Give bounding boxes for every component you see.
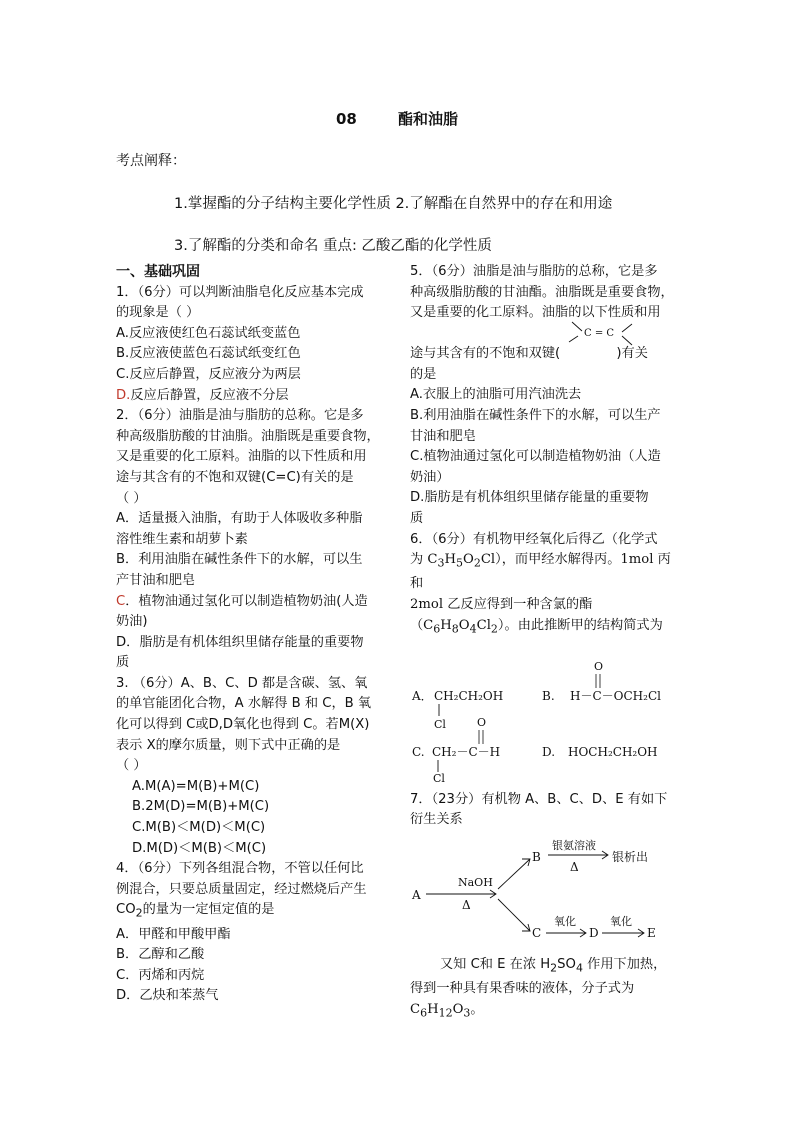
formula-subscript: 3 [463,1006,471,1020]
q5-stem-line: 5．（6分）油脂是油与脂肪的总称，它是多 [410,264,658,279]
formula-part: H [427,1001,439,1017]
silver-precipitate: 银析出 [612,849,649,864]
q4-stem-text: 的量为一定恒定值的是 [142,902,275,918]
formula-subscript: 3 [437,556,445,570]
q3-option-c: C.M(B)＜M(D)＜M(C) [132,820,266,836]
q3-option-d: D.M(D)＜M(B)＜M(C) [132,840,267,856]
node-a: A [412,887,421,902]
q3-stem-line: 的单官能团化合物，A 水解得 B 和 C，B 氧 [116,696,372,712]
q6-text: H [444,552,456,568]
q6-text: 为 C [410,552,438,568]
q5-stem-line: 的是 [410,366,437,382]
q5-stem-line: 又是重要的化工原料。油脂的以下性质和用 [410,305,661,321]
formula-subscript: 12 [438,1006,453,1020]
q6-option-d-label: D. [542,744,556,759]
q1-stem-line: 1．（6分）可以判断油脂皂化反应基本完成 [116,284,364,300]
node-d: D [589,925,599,940]
silver-ammonia-label: 银氨溶液 [552,838,596,852]
formula-subscript: 4 [469,622,477,636]
q5-option-d: D.脂肪是有机体组织里储存能量的重要物 [410,490,649,506]
lesson-title: 酯和油脂 [398,110,459,128]
kaodian-point-2: 3.了解酯的分类和命名 重点: 乙酸乙酯的化学性质 [174,238,492,254]
q5-option-c: C.植物油通过氢化可以制造植物奶油（人造 [410,449,661,465]
q6-option-b-oxygen: O [594,659,604,673]
oxidation-label-2: 氧化 [610,914,632,928]
q2-option-a-cont: 溶性维生素和胡萝卜素 [116,531,248,547]
q6-option-c-sub: Cl [433,771,445,782]
q6-option-b-label: B. [542,688,555,703]
q6-text: Cl [476,617,491,633]
question-2 [116,406,388,674]
q1-option-d-text: 反应后静置，反应液不分层 [130,387,289,403]
double-bond-label: C = C [584,327,615,339]
q4-option-c: C．丙烯和丙烷 [116,967,205,983]
q5-option-a: A.衣服上的油脂可用汽油洗去 [410,387,582,403]
q1-option-c: C.反应后静置，反应液分为两层 [116,366,301,382]
right-column [410,262,678,1024]
q3-option-b: B.2M(D)=M(B)+M(C) [132,799,270,815]
q6-text: ）。由此推断甲的结构简式为 [497,617,663,633]
formula-subscript: 6 [433,622,441,636]
left-column [116,262,388,1007]
question-3 [116,674,388,859]
q7-note-text: 作用下加热， [582,956,667,972]
q4-option-a: A．甲醛和甲酸甲酯 [116,926,231,942]
q6-structure-options [410,650,678,782]
q3-stem-line: 表示 X的摩尔质量，则下式中正确的是 [116,737,341,753]
q2-option-c-text: ．植物油通过氢化可以制造植物奶油(人造 [125,593,368,609]
q7-note-line [410,955,678,979]
q7-note-line: 得到一种具有果香味的液体，分子式为 [410,981,635,997]
q4-stem-line [116,900,388,924]
q5-option-b-cont: 甘油和肥皂 [410,428,476,444]
q6-text: Cl），而甲经水解得丙。1mol 丙和 [410,552,671,592]
q1-option-d-letter: D. [116,387,131,403]
q6-text: （C [410,617,434,633]
q4-option-b: B．乙醇和乙酸 [116,947,205,963]
q4-stem-line: 例混合，只要总质量固定，经过燃烧后产生 [116,881,367,897]
q2-stem-line: 种高级脂肪酸的甘油脂。油脂既是重要食物， [116,428,380,444]
q6-option-c-formula: CH₂－C－H [432,744,501,759]
q7-stem-line: 7．（23分）有机物 A、B、C、D、E 有如下 [410,791,668,807]
node-e: E [647,925,656,940]
q2-option-b: B．利用油脂在碱性条件下的水解，可以生 [116,552,363,568]
page-title [0,108,794,129]
q6-stem-line: 2mol 乙反应得到一种含氯的酯 [410,596,593,612]
q3-stem-line: 化可以得到 C或D,D氧化也得到 C。若M(X) [116,717,370,733]
q5-option-d-cont: 质 [410,510,424,526]
question-1 [116,283,388,407]
q2-option-b-cont: 产甘油和肥皂 [116,572,196,588]
q5-stem-text: )有关 [612,345,648,361]
q1-option-d [116,386,388,407]
q5-stem-text: 途与其含有的不饱和双键( [410,345,561,361]
node-b: B [532,849,541,864]
formula-part: CO [116,902,136,918]
q2-stem-line: 途与其含有的不饱和双键(C=C)有关的是 [116,469,354,485]
formula-subscript: 5 [456,556,463,570]
q6-text: O [458,617,470,633]
q2-option-c-letter: C [116,593,126,609]
q6-stem-line [410,616,678,640]
q2-option-d: D．脂肪是有机体组织里储存能量的重要物 [116,634,364,650]
formula-subscript: 6 [420,1006,428,1020]
q3-option-a: A.M(A)=M(B)+M(C) [132,778,260,794]
q2-stem-line: 2．（6分）油脂是油与脂肪的总称。它是多 [116,408,364,424]
question-4 [116,859,388,1007]
q6-option-a-formula: CH₂CH₂OH [434,688,504,703]
q6-option-a-sub: Cl [434,717,446,731]
question-7 [410,790,678,1024]
formula-part: 。 [470,1001,484,1017]
q1-stem-line: 的现象是（ ） [116,305,200,321]
formula-subscript: 2 [550,961,558,975]
lesson-number: 08 [335,110,357,128]
q5-stem-line [410,344,648,365]
formula-part: O [452,1001,464,1017]
q7-reaction-diagram [410,837,678,947]
q6-stem-line: 6．（6分）有机物甲经氧化后得乙（化学式 [410,531,658,547]
q5-stem-line: 种高级脂肪酸的甘油酯。油脂既是重要食物， [410,284,674,300]
formula-part: C [410,1001,421,1017]
q2-option-d-cont: 质 [116,655,130,671]
q5-option-c-cont: 奶油） [410,469,450,485]
formula-subscript: 2 [490,622,498,636]
node-c: C [532,925,542,940]
delta-label-b: Δ [570,859,579,874]
q1-option-b: B.反应液使蓝色石蕊试纸变红色 [116,346,301,362]
kaodian-label: 考点阐释： [116,153,186,169]
q6-option-c-oxygen: O [477,715,487,729]
formula-subscript: 2 [473,556,481,570]
q1-option-a: A.反应液使红色石蕊试纸变蓝色 [116,325,301,341]
q2-stem-line: 又是重要的化工原料。油脂的以下性质和用 [116,449,367,465]
q7-note-line [410,1000,678,1024]
kaodian-point-1: 1.掌握酯的分子结构主要化学性质 2.了解酯在自然界中的存在和用途 [174,196,613,212]
q4-option-d: D．乙炔和苯蒸气 [116,988,219,1004]
naoh-label: NaOH [458,875,493,889]
q4-stem-line: 4．（6分）下列各组混合物，不管以任何比 [116,861,364,877]
q6-option-c-label: C. [412,744,425,759]
q3-stem-line: 3. （6分）A、B、C、D 都是含碳、氢、氧 [116,675,368,691]
q2-option-c [116,592,388,613]
formula-subscript: 4 [575,961,583,975]
q6-option-b-formula: H－C－OCH₂Cl [570,688,661,703]
q2-stem-line: （ ） [116,490,147,506]
q6-text: O [463,552,474,568]
q3-stem-line: （ ） [116,758,147,774]
q7-stem-line: 衍生关系 [410,812,463,828]
delta-label: Δ [462,897,471,912]
q7-note-text: SO [557,956,576,972]
section-heading: 一、基础巩固 [116,264,200,280]
q7-note-text: 又知 C和 E 在浓 H [440,956,551,972]
oxidation-label-1: 氧化 [554,914,576,928]
q6-option-d-formula: HOCH₂CH₂OH [568,744,658,759]
q2-option-a: A．适量摄入油脂，有助于人体吸收多种脂 [116,511,363,527]
q6-stem-line [410,550,678,595]
q5-option-b: B.利用油脂在碱性条件下的水解，可以生产 [410,407,661,423]
q2-option-c-cont: 奶油) [116,614,148,630]
question-5 [410,262,678,530]
q6-option-a-label: A． [412,688,433,703]
question-6 [410,530,678,782]
formula-subscript: 8 [451,622,459,636]
formula-subscript: 2 [135,907,143,921]
q6-text: H [440,617,452,633]
q5-double-bond-line [410,324,678,365]
